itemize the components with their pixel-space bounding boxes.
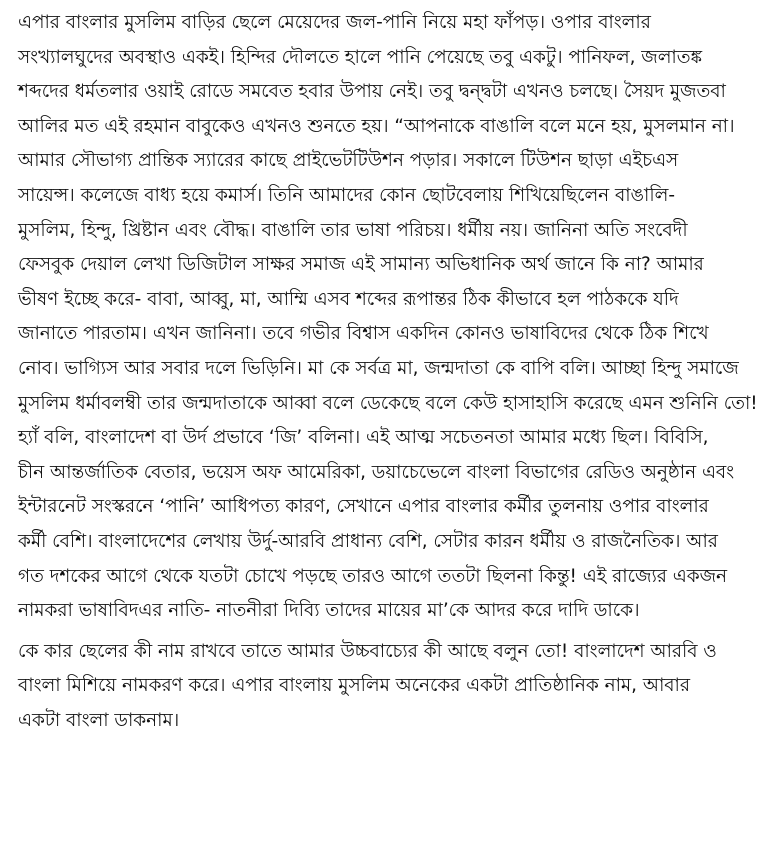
article-body <box>18 0 780 732</box>
text-line: নামকরা ভাষাবিদএর নাতি- নাতনীরা দিব্যি তাদের মায়ের মা’কে আদর করে দাদি ডাকে। <box>18 600 640 622</box>
text-line: হ্যাঁ বলি, বাংলাদেশ বা উর্দ প্রভাবে ‘জি’ বলিনা। এই আত্ম সচেতনতা আমার মধ্যে ছিল। বিবিসি, <box>18 427 709 449</box>
text-line: আলির মত এই রহমান বাবুকেও এখনও শুনতে হয়। “আপনাকে বাঙালি বলে মনে হয়, মুসলমান না। <box>18 115 735 137</box>
text-line: আমার সৌভাগ্য প্রান্তিক স্যারের কাছে প্রাইভেটটিউশন পড়ার। সকালে টিউশন ছাড়া এইচএস <box>18 150 679 172</box>
text-line: চীন আন্তর্জাতিক বেতার, ভয়েস অফ আমেরিকা, ডয়াচেভেলে বাংলা বিভাগের রেডিও অনুষ্ঠান এবং <box>18 461 735 483</box>
text-line: নোব। ভাগ্যিস আর সবার দলে ভিড়িনি। মা কে সর্বত্র মা, জন্মদাতা কে বাপি বলি। আচ্ছা হিন্দু সমাজে <box>18 357 739 379</box>
text-line: একটা বাংলা ডাকনাম। <box>18 709 180 731</box>
text-line: শব্দদের ধর্মতলার ওয়াই রোডে সমবেত হবার উপায় নেই। তবু দ্বন্দ্বটা এখনও চলছে। সৈয়দ মুজতবা <box>18 81 726 103</box>
text-line: গত দশকের আগে থেকে যতটা চোখে পড়ছে তারও আগে ততটা ছিলনা কিন্তু! এই রাজ্যের একজন <box>18 565 728 587</box>
paragraph-2 <box>18 629 780 733</box>
text-line: সংখ্যালঘুদের অবস্থাও একই। হিন্দির দৌলতে হালে পানি পেয়েছে তবু একটু। পানিফল, জলাতঙ্ক <box>18 46 703 68</box>
text-line: কে কার ছেলের কী নাম রাখবে তাতে আমার উচ্চবাচ্যের কী আছে বলুন তো! বাংলাদেশ আরবি ও <box>18 640 717 662</box>
text-line: ইন্টারনেট সংস্করনে ‘পানি’ আধিপত্য কারণ, সেখানে এপার বাংলার কর্মীর তুলনায় ওপার বাংলার <box>18 496 709 518</box>
text-line: মুসলিম, হিন্দু, খ্রিষ্টান এবং বৌদ্ধ। বাঙালি তার ভাষা পরিচয়। ধর্মীয় নয়। জানিনা অতি সংবেদী <box>18 219 688 241</box>
paragraph-1 <box>18 0 780 623</box>
text-line: সায়েন্স। কলেজে বাধ্য হয়ে কমার্স। তিনি আমাদের কোন ছোটবেলায় শিখিয়েছিলেন বাঙালি- <box>18 184 675 206</box>
text-line: ভীষণ ইচ্ছে করে- বাবা, আব্বু, মা, আম্মি এসব শব্দের রূপান্তর ঠিক কীভাবে হল পাঠককে যদি <box>18 288 679 310</box>
text-line: ফেসবুক দেয়াল লেখা ডিজিটাল সাক্ষর সমাজ এই সামান্য অভিধানিক অর্থ জানে কি না? আমার <box>18 254 704 276</box>
text-line: মুসলিম ধর্মাবলম্বী তার জন্মদাতাকে আব্বা বলে ডেকেছে বলে কেউ হাসাহাসি করেছে এমন শুনিনি তো! <box>18 392 758 414</box>
text-line: কর্মী বেশি। বাংলাদেশের লেখায় উর্দু-আরবি প্রাধান্য বেশি, সেটার কারন ধর্মীয় ও রাজনৈতিক। আর <box>18 530 718 552</box>
text-line: এপার বাংলার মুসলিম বাড়ির ছেলে মেয়েদের জল-পানি নিয়ে মহা ফাঁপড়। ওপার বাংলার <box>18 12 651 33</box>
text-line: বাংলা মিশিয়ে নামকরণ করে। এপার বাংলায় মুসলিম অনেকের একটা প্রাতিষ্ঠানিক নাম, আবার <box>18 675 690 697</box>
text-line: জানাতে পারতাম। এখন জানিনা। তবে গভীর বিশ্বাস একদিন কোনও ভাষাবিদের থেকে ঠিক শিখে <box>18 323 709 345</box>
